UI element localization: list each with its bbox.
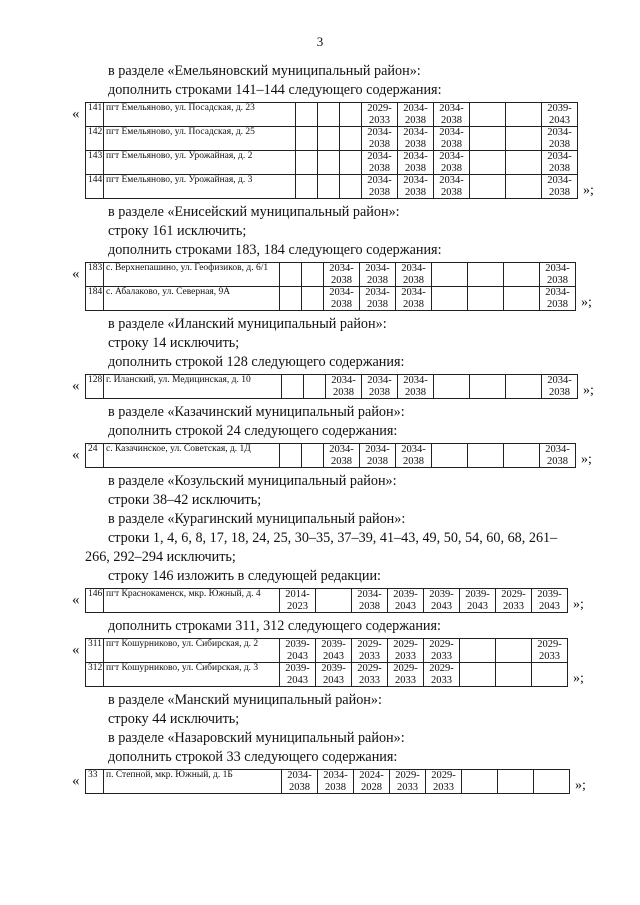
- period-cell: 2039- 2043: [388, 589, 424, 613]
- period-cell: 2029- 2033: [496, 589, 532, 613]
- period-cell: [280, 444, 302, 468]
- period-cell: 2014- 2023: [280, 589, 316, 613]
- document-body: [0, 62, 640, 798]
- table-row: [86, 263, 576, 287]
- period-cell: [470, 127, 506, 151]
- period-cell: [296, 127, 318, 151]
- close-quote: »;: [575, 778, 586, 793]
- period-cell: 2029- 2033: [388, 663, 424, 687]
- period-cell: [470, 103, 506, 127]
- period-cell: 2034- 2038: [398, 127, 434, 151]
- amendment-table: [85, 374, 578, 399]
- period-cell: [340, 103, 362, 127]
- paragraph: 266, 292–294 исключить;: [85, 549, 236, 565]
- period-cell: [340, 175, 362, 199]
- close-quote: »;: [573, 597, 584, 612]
- address-cell: пгт Краснокаменск, мкр. Южный, д. 4: [104, 589, 280, 613]
- table-row: [86, 151, 578, 175]
- period-cell: [318, 151, 340, 175]
- period-cell: 2024- 2028: [354, 770, 390, 794]
- paragraph: дополнить строкой 33 следующего содержания:: [108, 749, 398, 765]
- period-cell: [318, 127, 340, 151]
- period-cell: 2034- 2038: [362, 175, 398, 199]
- period-cell: 2034- 2038: [434, 127, 470, 151]
- row-number-cell: 33: [86, 770, 104, 794]
- paragraph: дополнить строкой 128 следующего содержания:: [108, 354, 405, 370]
- amendment-table-block: [0, 588, 640, 613]
- address-cell: п. Степной, мкр. Южный, д. 1Б: [104, 770, 282, 794]
- close-quote: »;: [581, 295, 592, 310]
- period-cell: [506, 103, 542, 127]
- period-cell: [340, 151, 362, 175]
- period-cell: [462, 770, 498, 794]
- amendment-table: [85, 102, 578, 199]
- period-cell: [470, 175, 506, 199]
- period-cell: 2034- 2038: [540, 287, 576, 311]
- close-quote: »;: [583, 383, 594, 398]
- table-row: [86, 770, 570, 794]
- period-cell: [296, 103, 318, 127]
- period-cell: [534, 770, 570, 794]
- paragraph: в разделе «Иланский муниципальный район»:: [108, 316, 387, 332]
- period-cell: [316, 589, 352, 613]
- period-cell: 2029- 2033: [352, 663, 388, 687]
- period-cell: [302, 263, 324, 287]
- paragraph: строку 161 исключить;: [108, 223, 247, 239]
- open-quote: «: [72, 592, 80, 608]
- address-cell: пгт Емельяново, ул. Урожайная, д. 3: [104, 175, 296, 199]
- period-cell: [506, 375, 542, 399]
- page-number: 3: [316, 34, 324, 49]
- amendment-table: [85, 638, 568, 687]
- paragraph: в разделе «Енисейский муниципальный район»:: [108, 204, 400, 220]
- period-cell: 2034- 2038: [542, 175, 578, 199]
- period-cell: [532, 663, 568, 687]
- amendment-table-block: [0, 638, 640, 687]
- paragraph: дополнить строками 311, 312 следующего содержания:: [108, 618, 441, 634]
- paragraph: строку 14 исключить;: [108, 335, 240, 351]
- period-cell: 2034- 2038: [318, 770, 354, 794]
- paragraph: в разделе «Казачинский муниципальный район»:: [108, 404, 405, 420]
- period-cell: 2029- 2033: [532, 639, 568, 663]
- row-number-cell: 142: [86, 127, 104, 151]
- period-cell: [460, 639, 496, 663]
- table-row: [86, 103, 578, 127]
- open-quote: «: [72, 773, 80, 789]
- open-quote: «: [72, 266, 80, 282]
- row-number-cell: 311: [86, 639, 104, 663]
- period-cell: 2034- 2038: [362, 375, 398, 399]
- amendment-table: [85, 588, 568, 613]
- period-cell: [498, 770, 534, 794]
- paragraph: строки 38–42 исключить;: [108, 492, 262, 508]
- period-cell: 2034- 2038: [398, 103, 434, 127]
- amendment-table-block: [0, 262, 640, 311]
- table-row: [86, 127, 578, 151]
- period-cell: [280, 287, 302, 311]
- period-cell: 2039- 2043: [316, 663, 352, 687]
- address-cell: г. Иланский, ул. Медицинская, д. 10: [104, 375, 282, 399]
- paragraph: строку 44 исключить;: [108, 711, 240, 727]
- period-cell: [468, 287, 504, 311]
- period-cell: 2034- 2038: [398, 175, 434, 199]
- period-cell: 2029- 2033: [424, 639, 460, 663]
- paragraph: строки 1, 4, 6, 8, 17, 18, 24, 25, 30–35, 37–39, 41–43, 49, 50, 54, 60, 68, 261–: [108, 530, 558, 546]
- table-row: [86, 444, 576, 468]
- open-quote: «: [72, 378, 80, 394]
- paragraph: в разделе «Козульский муниципальный район»:: [108, 473, 397, 489]
- period-cell: [340, 127, 362, 151]
- period-cell: [434, 375, 470, 399]
- amendment-table: [85, 443, 576, 468]
- period-cell: [432, 287, 468, 311]
- period-cell: [506, 175, 542, 199]
- table-row: [86, 375, 578, 399]
- period-cell: 2029- 2033: [426, 770, 462, 794]
- period-cell: [496, 639, 532, 663]
- period-cell: [432, 263, 468, 287]
- period-cell: 2034- 2038: [282, 770, 318, 794]
- paragraph: в разделе «Курагинский муниципальный район»:: [108, 511, 406, 527]
- period-cell: 2034- 2038: [434, 175, 470, 199]
- period-cell: [296, 151, 318, 175]
- table-row: [86, 287, 576, 311]
- row-number-cell: 141: [86, 103, 104, 127]
- close-quote: »;: [573, 671, 584, 686]
- period-cell: 2034- 2038: [542, 151, 578, 175]
- period-cell: [302, 444, 324, 468]
- period-cell: 2034- 2038: [362, 151, 398, 175]
- row-number-cell: 184: [86, 287, 104, 311]
- period-cell: 2029- 2033: [390, 770, 426, 794]
- row-number-cell: 183: [86, 263, 104, 287]
- period-cell: 2034- 2038: [396, 444, 432, 468]
- open-quote: «: [72, 642, 80, 658]
- paragraph: дополнить строками 141–144 следующего содержания:: [108, 82, 442, 98]
- period-cell: 2034- 2038: [542, 127, 578, 151]
- row-number-cell: 143: [86, 151, 104, 175]
- paragraph: строку 146 изложить в следующей редакции:: [108, 568, 381, 584]
- row-number-cell: 24: [86, 444, 104, 468]
- period-cell: 2034- 2038: [398, 151, 434, 175]
- period-cell: 2039- 2043: [424, 589, 460, 613]
- period-cell: 2034- 2038: [326, 375, 362, 399]
- address-cell: с. Верхнепашино, ул. Геофизиков, д. 6/1: [104, 263, 280, 287]
- period-cell: 2034- 2038: [540, 444, 576, 468]
- period-cell: [470, 375, 506, 399]
- period-cell: 2034- 2038: [360, 287, 396, 311]
- period-cell: 2039- 2043: [542, 103, 578, 127]
- address-cell: пгт Емельяново, ул. Посадская, д. 23: [104, 103, 296, 127]
- row-number-cell: 128: [86, 375, 104, 399]
- period-cell: 2034- 2038: [324, 287, 360, 311]
- period-cell: 2039- 2043: [280, 639, 316, 663]
- period-cell: 2029- 2033: [362, 103, 398, 127]
- table-row: [86, 589, 568, 613]
- address-cell: пгт Кошурниково, ул. Сибирская, д. 2: [104, 639, 280, 663]
- period-cell: 2034- 2038: [434, 151, 470, 175]
- period-cell: 2034- 2038: [396, 287, 432, 311]
- period-cell: 2034- 2038: [360, 263, 396, 287]
- amendment-table-block: [0, 443, 640, 468]
- period-cell: [468, 263, 504, 287]
- period-cell: 2034- 2038: [324, 263, 360, 287]
- period-cell: [318, 103, 340, 127]
- table-row: [86, 639, 568, 663]
- period-cell: 2034- 2038: [352, 589, 388, 613]
- address-cell: пгт Емельяново, ул. Урожайная, д. 2: [104, 151, 296, 175]
- period-cell: 2034- 2038: [360, 444, 396, 468]
- address-cell: пгт Кошурниково, ул. Сибирская, д. 3: [104, 663, 280, 687]
- period-cell: 2034- 2038: [398, 375, 434, 399]
- paragraph: в разделе «Назаровский муниципальный район»:: [108, 730, 405, 746]
- period-cell: [318, 175, 340, 199]
- period-cell: [302, 287, 324, 311]
- paragraph: дополнить строками 183, 184 следующего содержания:: [108, 242, 442, 258]
- paragraph: в разделе «Емельяновский муниципальный район»:: [108, 63, 421, 79]
- period-cell: 2029- 2033: [388, 639, 424, 663]
- address-cell: пгт Емельяново, ул. Посадская, д. 25: [104, 127, 296, 151]
- amendment-table: [85, 769, 570, 794]
- period-cell: 2034- 2038: [362, 127, 398, 151]
- period-cell: 2039- 2043: [280, 663, 316, 687]
- period-cell: 2034- 2038: [540, 263, 576, 287]
- period-cell: 2029- 2033: [352, 639, 388, 663]
- table-row: [86, 175, 578, 199]
- amendment-table: [85, 262, 576, 311]
- period-cell: [280, 263, 302, 287]
- period-cell: 2034- 2038: [396, 263, 432, 287]
- period-cell: [468, 444, 504, 468]
- period-cell: 2039- 2043: [532, 589, 568, 613]
- close-quote: »;: [581, 452, 592, 467]
- amendment-table-block: [0, 769, 640, 794]
- row-number-cell: 146: [86, 589, 104, 613]
- paragraph: дополнить строкой 24 следующего содержания:: [108, 423, 398, 439]
- period-cell: [504, 263, 540, 287]
- paragraph: в разделе «Манский муниципальный район»:: [108, 692, 382, 708]
- period-cell: [304, 375, 326, 399]
- address-cell: с. Казачинское, ул. Советская, д. 1Д: [104, 444, 280, 468]
- period-cell: [496, 663, 532, 687]
- period-cell: [504, 287, 540, 311]
- row-number-cell: 312: [86, 663, 104, 687]
- period-cell: [460, 663, 496, 687]
- close-quote: »;: [583, 183, 594, 198]
- period-cell: [506, 151, 542, 175]
- table-row: [86, 663, 568, 687]
- period-cell: [282, 375, 304, 399]
- period-cell: 2034- 2038: [434, 103, 470, 127]
- period-cell: 2029- 2033: [424, 663, 460, 687]
- period-cell: [470, 151, 506, 175]
- open-quote: «: [72, 106, 80, 122]
- period-cell: [432, 444, 468, 468]
- amendment-table-block: [0, 374, 640, 399]
- amendment-table-block: [0, 102, 640, 199]
- period-cell: 2034- 2038: [324, 444, 360, 468]
- period-cell: [504, 444, 540, 468]
- period-cell: [296, 175, 318, 199]
- address-cell: с. Абалаково, ул. Северная, 9А: [104, 287, 280, 311]
- row-number-cell: 144: [86, 175, 104, 199]
- period-cell: [506, 127, 542, 151]
- period-cell: 2034- 2038: [542, 375, 578, 399]
- period-cell: 2039- 2043: [460, 589, 496, 613]
- open-quote: «: [72, 447, 80, 463]
- period-cell: 2039- 2043: [316, 639, 352, 663]
